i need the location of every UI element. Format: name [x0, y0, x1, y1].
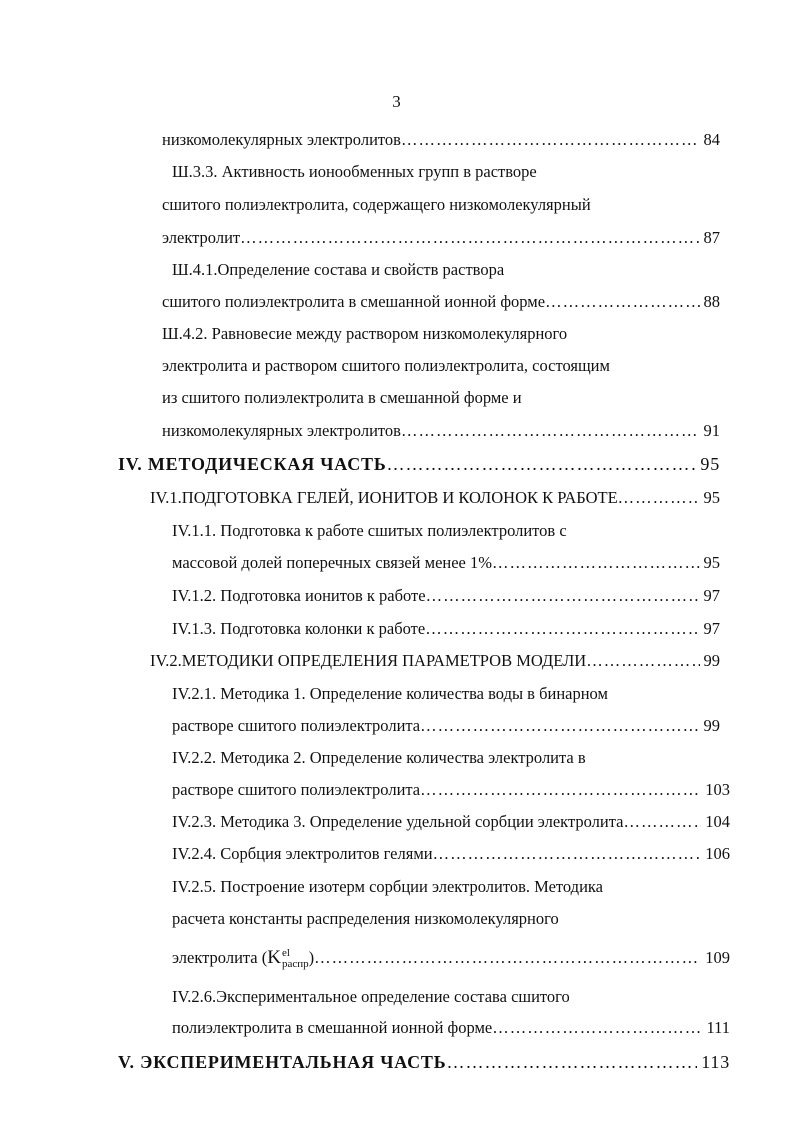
- toc-leader: [492, 547, 699, 579]
- toc-chapter: [118, 448, 720, 480]
- toc-entry-page: 84: [703, 130, 720, 149]
- toc-entry-title: расчета константы распределения низкомолекулярного: [172, 909, 559, 928]
- toc-entry-page: 97: [703, 619, 720, 638]
- toc-entry-title: IV.2.МЕТОДИКИ ОПРЕДЕЛЕНИЯ ПАРАМЕТРОВ МОДЕЛИ: [150, 651, 587, 670]
- toc-entry: [162, 350, 610, 382]
- toc-entry-title: сшитого полиэлектролита, содержащего низкомолекулярный: [162, 195, 591, 214]
- toc-entry: [172, 613, 720, 645]
- toc-entry: [162, 318, 567, 350]
- toc-entry-title: IV.1.3. Подготовка колонки к работе: [172, 619, 426, 638]
- toc-entry-title: Ш.4.1.Определение состава и свойств раствора: [172, 260, 505, 279]
- formula-indices: [282, 948, 309, 970]
- formula-symbol: K: [267, 947, 281, 968]
- toc-entry: [162, 189, 591, 221]
- toc-entry-page: 99: [703, 716, 720, 735]
- toc-entry-page: 106: [705, 844, 730, 863]
- toc-entry-title: IV.2.2. Методика 2. Определение количества электролита в: [172, 748, 586, 767]
- toc-entry-page: 95: [703, 488, 720, 507]
- toc-entry: [172, 806, 730, 838]
- toc-entry-page: 95: [700, 454, 720, 474]
- toc-entry: [172, 903, 559, 935]
- toc-leader: [446, 1046, 697, 1078]
- toc-leader: [420, 710, 699, 742]
- toc-entry: [162, 382, 522, 414]
- toc-entry: [172, 742, 586, 774]
- toc-leader: [401, 415, 700, 447]
- toc-entry-title: полиэлектролита в смешанной ионной форме: [172, 1018, 493, 1037]
- toc-entry-page: 97: [703, 586, 720, 605]
- toc-entry-title-text: электролита (: [172, 948, 268, 967]
- toc-entry-page: 99: [703, 651, 720, 670]
- toc-entry-title: [172, 940, 314, 976]
- formula-subscript: распр: [282, 958, 309, 971]
- toc-entry-title: IV.2.3. Методика 3. Определение удельной сорбции электролита: [172, 812, 624, 831]
- toc-entry-page: 104: [705, 812, 730, 831]
- toc-section: [150, 645, 720, 677]
- toc-leader: [492, 1012, 702, 1044]
- toc-entry-title: электролит: [162, 228, 241, 247]
- toc-entry: [172, 981, 570, 1013]
- toc-entry: [172, 580, 720, 612]
- toc-entry-title: растворе сшитого полиэлектролита: [172, 780, 421, 799]
- toc-entry-page: 109: [705, 948, 730, 967]
- toc-entry-title: из сшитого полиэлектролита в смешанной форме и: [162, 388, 522, 407]
- toc-entry-title: сшитого полиэлектролита в смешанной ионной форме: [162, 292, 546, 311]
- toc-entry-title: массовой долей поперечных связей менее 1%: [172, 553, 493, 572]
- toc-entry-title: низкомолекулярных электролитов: [162, 130, 401, 149]
- toc-leader: [545, 286, 699, 318]
- toc-entry: [172, 838, 730, 870]
- toc-entry-title: Ш.4.2. Равновесие между раствором низкомолекулярного: [162, 324, 568, 343]
- toc-entry-title: низкомолекулярных электролитов: [162, 421, 401, 440]
- toc-chapter-title: V. ЭКСПЕРИМЕНТАЛЬНАЯ ЧАСТЬ: [118, 1052, 447, 1072]
- toc-leader: [240, 222, 699, 254]
- toc-entry: [172, 547, 720, 579]
- page-number: 3: [392, 92, 401, 111]
- toc-entry: [162, 415, 720, 447]
- toc-entry: [172, 871, 603, 903]
- toc-chapter-title: IV. МЕТОДИЧЕСКАЯ ЧАСТЬ: [118, 454, 387, 474]
- formula-superscript: el: [282, 947, 290, 960]
- toc-entry-title: IV.2.4. Сорбция электролитов гелями: [172, 844, 433, 863]
- toc-entry-title: электролита и раствором сшитого полиэлектролита, состоящим: [162, 356, 610, 375]
- toc-entry: [162, 222, 720, 254]
- toc-entry: [172, 515, 567, 547]
- toc-leader: [426, 580, 700, 612]
- toc-entry: [172, 774, 730, 806]
- toc-leader: [401, 124, 700, 156]
- toc-entry-title: IV.1.2. Подготовка ионитов к работе: [172, 586, 426, 605]
- toc-entry-page: 103: [705, 780, 730, 799]
- toc-entry-page: 113: [701, 1052, 730, 1072]
- toc-entry-title-close: ): [308, 948, 315, 967]
- toc-leader: [314, 940, 701, 976]
- toc-entry-title: растворе сшитого полиэлектролита: [172, 716, 421, 735]
- toc-entry-title: IV.2.6.Экспериментальное определение состава сшитого: [172, 987, 570, 1006]
- toc-leader: [623, 806, 701, 838]
- toc-entry-page: 95: [703, 553, 720, 572]
- toc-leader: [420, 774, 701, 806]
- toc-leader: [433, 838, 702, 870]
- toc-entry: [162, 124, 720, 156]
- toc-entry: [172, 156, 537, 188]
- toc-entry: [162, 286, 720, 318]
- toc-entry: [172, 940, 730, 976]
- toc-entry: [172, 710, 720, 742]
- toc-leader: [586, 645, 699, 677]
- toc-entry-title: IV.1.ПОДГОТОВКА ГЕЛЕЙ, ИОНИТОВ И КОЛОНОК К РАБОТЕ: [150, 488, 618, 507]
- toc-entry: [172, 1012, 730, 1044]
- toc-section: [150, 482, 720, 514]
- toc-chapter: [118, 1046, 730, 1078]
- toc-leader: [618, 482, 700, 514]
- toc-entry-title: IV.2.5. Построение изотерм сорбции электролитов. Методика: [172, 877, 603, 896]
- toc-entry-title: Ш.3.3. Активность ионообменных групп в растворе: [172, 162, 537, 181]
- toc-entry: [172, 254, 504, 286]
- toc-entry-title: IV.1.1. Подготовка к работе сшитых полиэлектролитов с: [172, 521, 567, 540]
- toc-entry-page: 111: [706, 1018, 730, 1037]
- toc-entry-title: IV.2.1. Методика 1. Определение количества воды в бинарном: [172, 684, 608, 703]
- toc-entry-page: 87: [703, 228, 720, 247]
- toc-leader: [387, 448, 697, 480]
- toc-entry-page: 88: [703, 292, 720, 311]
- toc-leader: [425, 613, 699, 645]
- toc-entry-page: 91: [703, 421, 720, 440]
- toc-entry: [172, 678, 608, 710]
